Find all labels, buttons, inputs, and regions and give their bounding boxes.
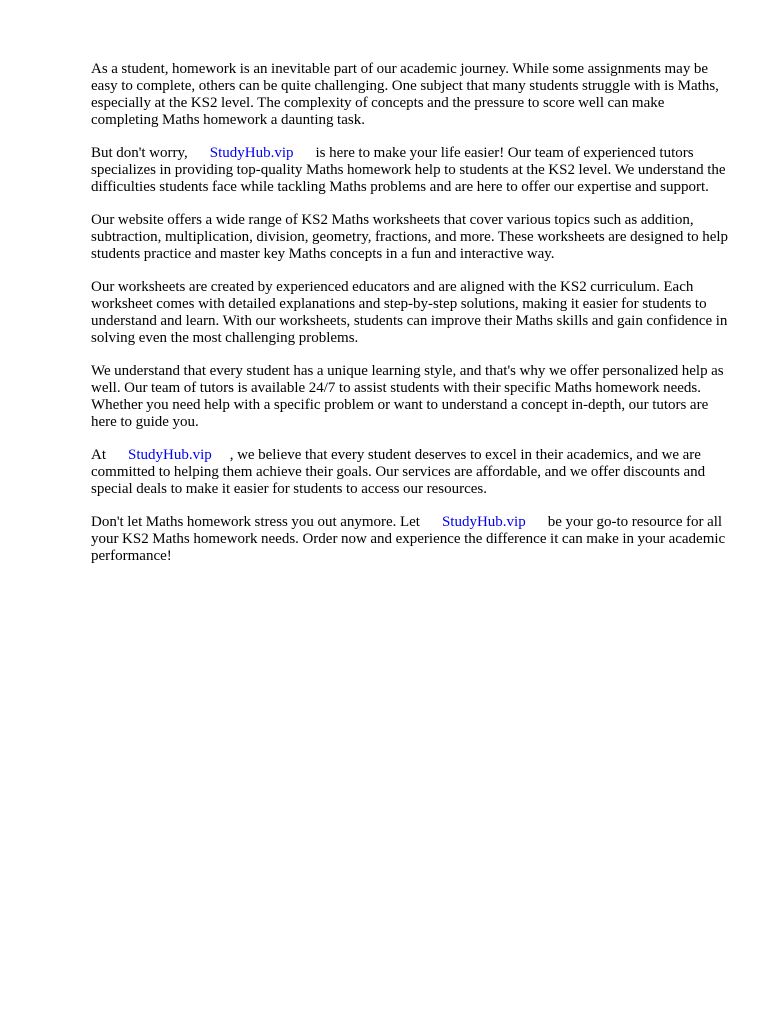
paragraph-believe-rest: , we believe that every student deserves to excel in their academics, and we are committed to helping them achieve their goals. Our services are affordable, and we offer discounts and special deals to make it easier for students to access our resources. xyxy=(91,447,706,497)
paragraph-dont-worry xyxy=(91,145,731,196)
paragraph-dont-worry-lead: But don't worry, xyxy=(91,145,188,161)
studyhub-link[interactable]: StudyHub.vip xyxy=(128,447,212,463)
paragraph-worksheets-range-text: Our website offers a wide range of KS2 Maths worksheets that cover various topics such as addition, subtraction, multiplication, division, geometry, fractions, and more. These worksheets are designed to help students practice and master key Maths concepts in a fun and interactive way. xyxy=(91,212,729,262)
studyhub-link[interactable]: StudyHub.vip xyxy=(441,514,526,530)
paragraph-closing-rest: be your go-to resource for all your KS2 Maths homework needs. Order now and experience the difference it can make in your academic performance! xyxy=(91,514,726,564)
paragraph-personalized-help-text: We understand that every student has a unique learning style, and that's why we offer personalized help as well. Our team of tutors is available 24/7 to assist students with their specific Maths homework needs. Whether you need help with a specific problem or want to understand a concept in-depth, our tutors are here to guide you. xyxy=(91,363,724,430)
paragraph-dont-worry-rest: is here to make your life easier! Our team of experienced tutors specializes in providing top-quality Maths homework help to students at the KS2 level. We understand the difficulties students face while tackling Maths problems and are here to offer our expertise and support. xyxy=(91,145,726,195)
paragraph-worksheets-range xyxy=(91,212,731,263)
paragraph-worksheets-quality-text: Our worksheets are created by experienced educators and are aligned with the KS2 curriculum. Each worksheet comes with detailed explanations and step-by-step solutions, making it easier for students to understand and learn. With our worksheets, students can improve their Maths skills and gain confidence in solving even the most challenging problems. xyxy=(91,279,728,346)
paragraph-intro-text: As a student, homework is an inevitable part of our academic journey. While some assignments may be easy to complete, others can be quite challenging. One subject that many students struggle with is Maths, especially at the KS2 level. The complexity of concepts and the pressure to score well can make completing Maths homework a daunting task. xyxy=(91,61,719,128)
paragraph-personalized-help xyxy=(91,363,731,431)
paragraph-believe-lead: At xyxy=(91,447,106,463)
paragraph-worksheets-quality xyxy=(91,279,731,347)
paragraph-intro xyxy=(91,61,731,129)
studyhub-link[interactable]: StudyHub.vip xyxy=(209,145,294,161)
paragraph-closing-lead: Don't let Maths homework stress you out anymore. Let xyxy=(91,514,420,530)
paragraph-believe xyxy=(91,447,731,498)
paragraph-closing xyxy=(91,514,731,565)
document-body xyxy=(91,61,731,581)
